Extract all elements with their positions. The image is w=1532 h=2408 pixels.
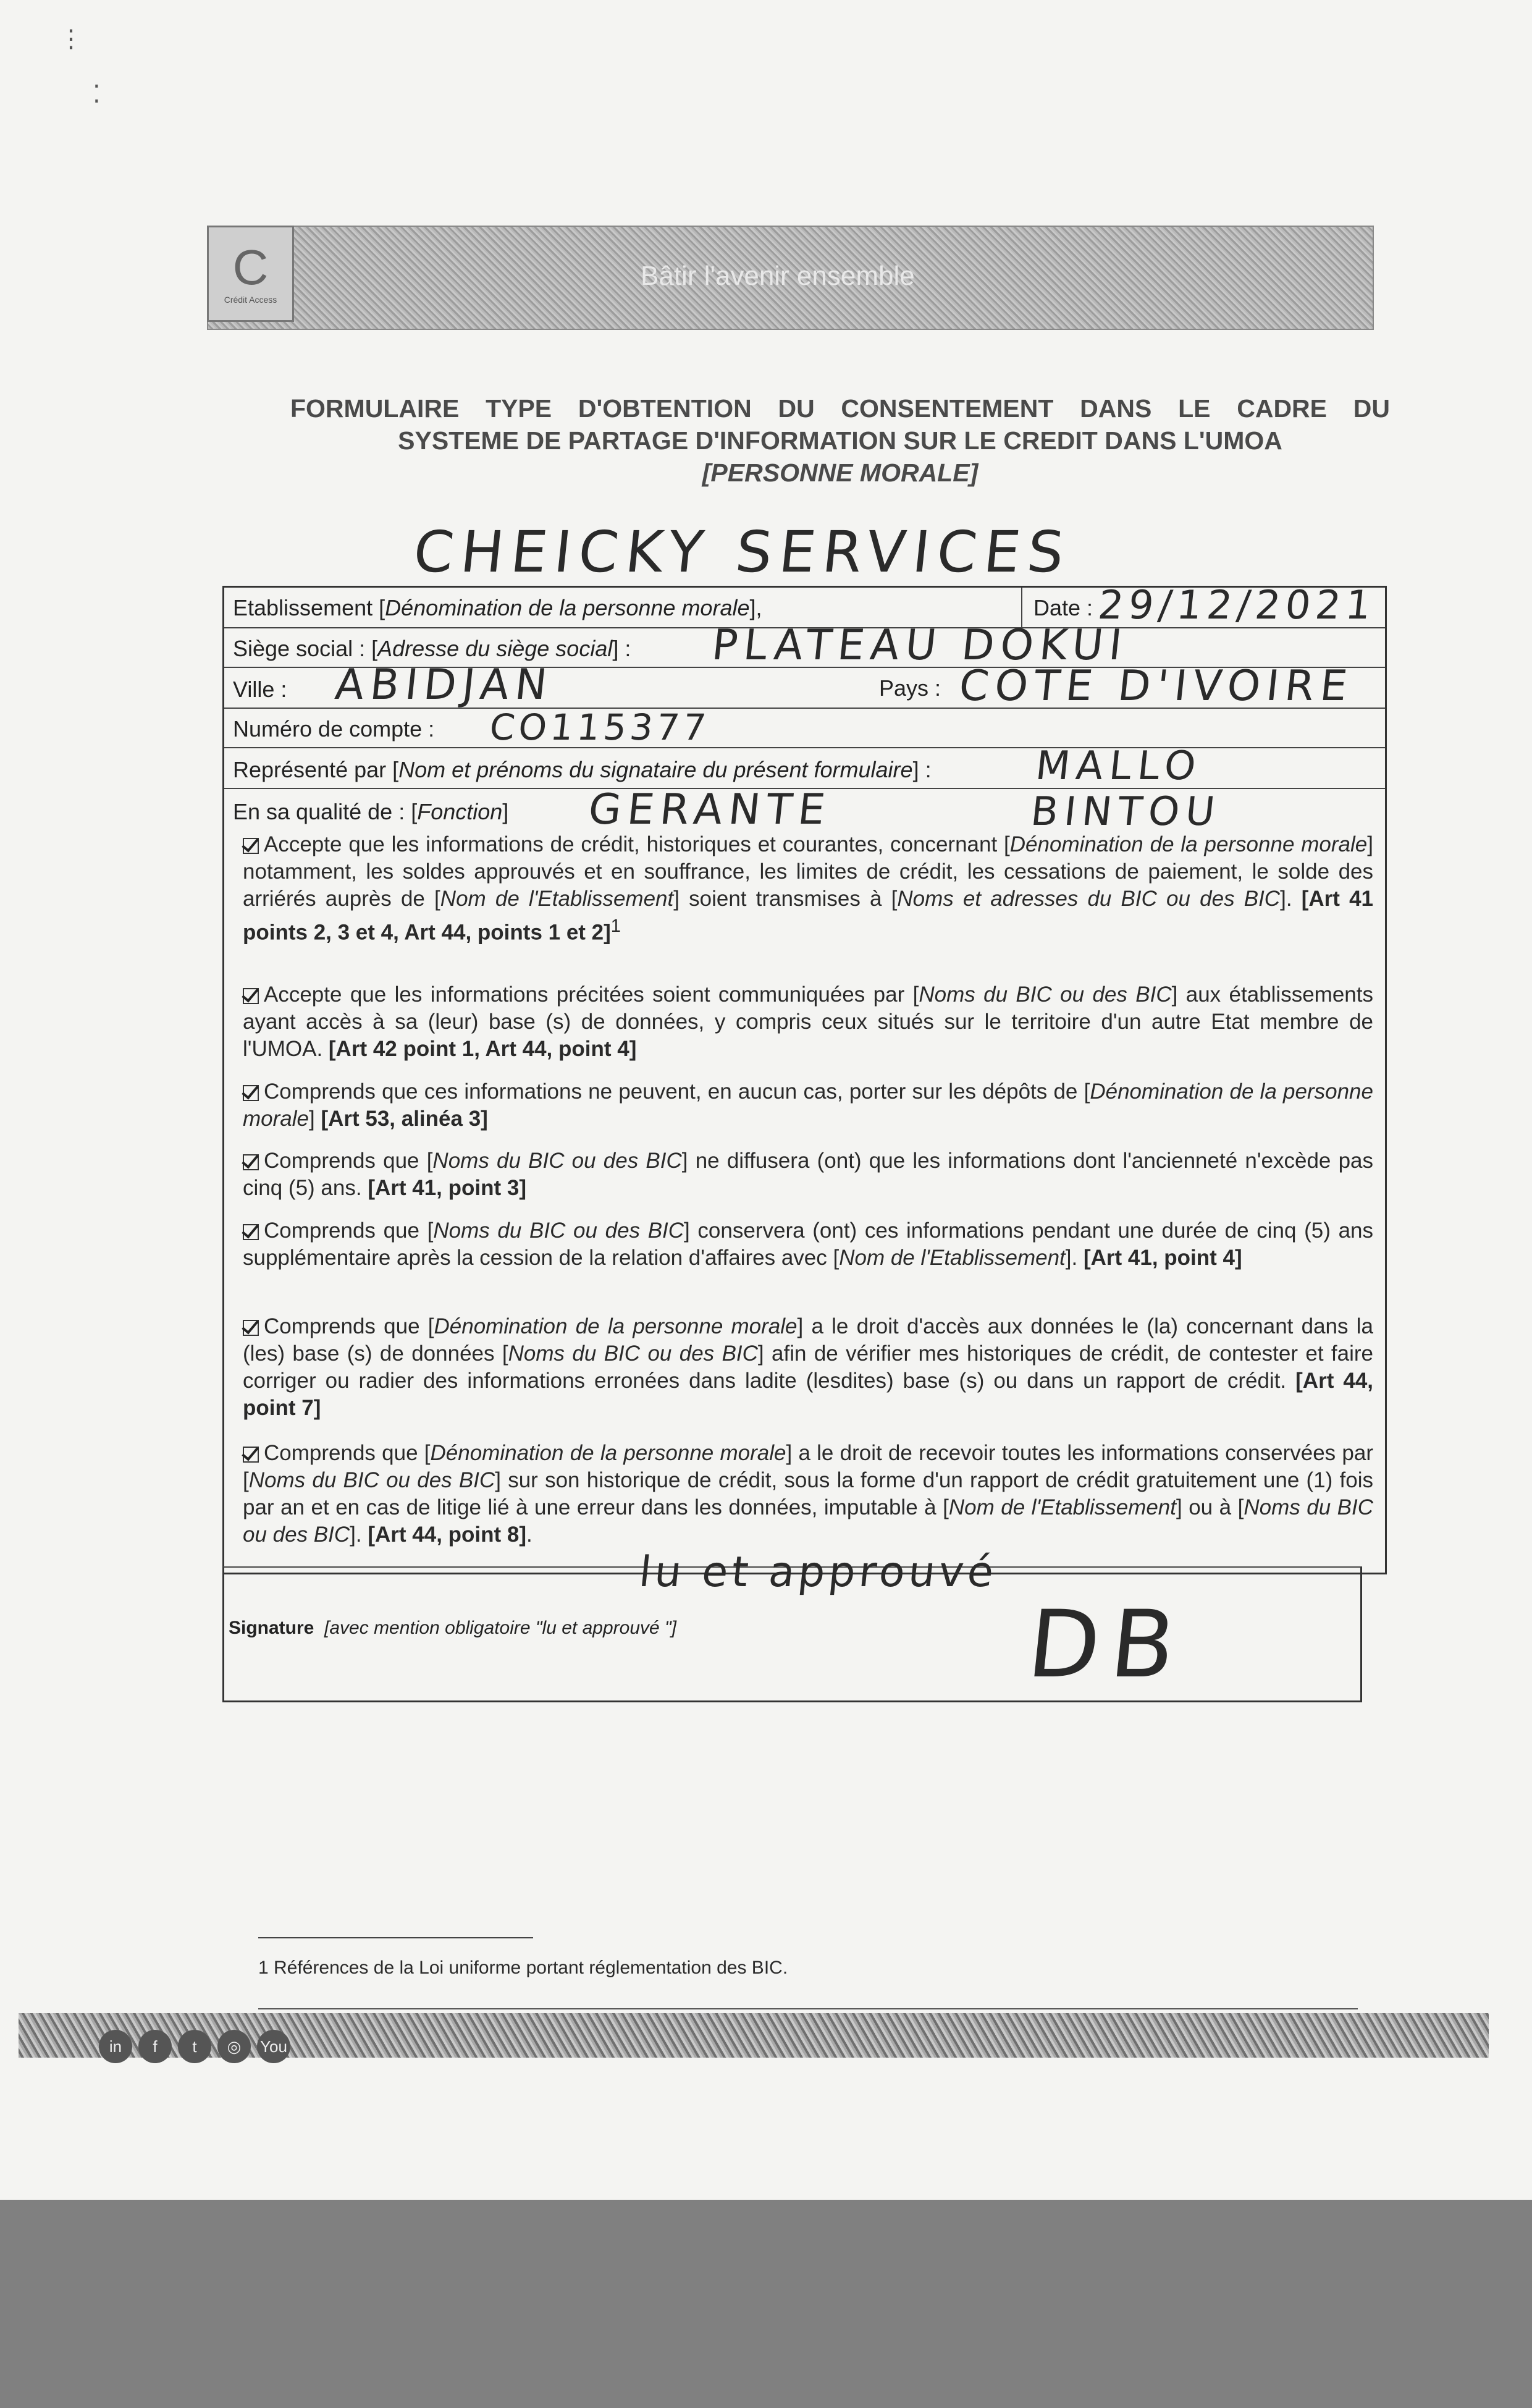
title-line-1: FORMULAIRE TYPE D'OBTENTION DU CONSENTEMENT DANS LE CADRE DU xyxy=(290,394,1390,423)
qualite-value[interactable]: GERANTE xyxy=(586,785,834,834)
clause-5: Comprends que [Noms du BIC ou des BIC] conservera (ont) ces informations pendant une durée de cinq (5) ans supplémentaire après la cession de la relation d'affaires avec [Nom de l'Etablissement]. [Art 41, point 4] xyxy=(243,1219,1374,1270)
linkedin-icon[interactable]: in xyxy=(99,2030,132,2063)
compte-value[interactable]: CO115377 xyxy=(487,706,712,748)
clause-3: Comprends que ces informations ne peuvent, en aucun cas, porter sur les dépôts de [Dénomination de la personne morale] [Art 53, alinéa 3] xyxy=(243,1079,1373,1131)
company-logo xyxy=(207,226,294,322)
company-name-handwritten: CHEICKY SERVICES xyxy=(410,519,1075,585)
checkbox-clause-5[interactable] xyxy=(243,1224,259,1240)
title-line-2: SYSTEME DE PARTAGE D'INFORMATION SUR LE CREDIT DANS L'UMOA xyxy=(398,426,1282,455)
header-slogan: Bâtir l'avenir ensemble xyxy=(641,261,915,291)
clause-1: Accepte que les informations de crédit, historiques et courantes, concernant [Dénomination de la personne morale] notamment, les soldes approuvés et en souffrance, les limites de crédit, les cessations de paiement, le solde des arriérés auprès de [Nom de l'Etablissement] soient transmises à [Noms et adresses du BIC ou des BIC]. [Art 41 points 2, 3 et 4, Art 44, points 1 et 2]$^1$ xyxy=(243,832,1373,945)
compte-label: Numéro de compte : xyxy=(233,716,435,741)
clause-2: Accepte que les informations précitées soient communiquées par [Noms du BIC ou des BIC] aux établissements ayant accès à sa (leur) base (s) de données, y compris ceux situés sur le territoire d'un autre Etat membre de l'UMOA. [Art 42 point 1, Art 44, point 4] xyxy=(243,982,1373,1061)
clause-6: Comprends que [Dénomination de la personne morale] a le droit d'accès aux données le (la) concernant dans la (les) base (s) de données [Noms du BIC ou des BIC] afin de vérifier mes historiques de crédit, de contester et faire corriger ou radier des informations erronées dans ladite (lesdites) base (s) ou dans un rapport de crédit. [Art 44, point 7] xyxy=(243,1314,1374,1420)
row-ville-pays xyxy=(224,661,1385,711)
siege-label: Siège social : [Adresse du siège social] : xyxy=(233,636,631,661)
date-value[interactable]: 29/12/2021 xyxy=(1096,583,1378,628)
checkbox-clause-4[interactable] xyxy=(243,1154,259,1170)
scan-speckle: ⁚ xyxy=(93,81,101,108)
footnote-divider xyxy=(258,1937,533,1938)
clause-7: Comprends que [Dénomination de la personne morale] a le droit de recevoir toutes les informations conservées par [Noms du BIC ou des BIC] sur son historique de crédit, sous la forme d'un rapport de crédit gratuitement une (1) fois par an et en cas de litige lié à une erreur dans les données, imputable à [Nom de l'Etablissement] ou à [Noms du BIC ou des BIC]. [Art 44, point 8]. xyxy=(243,1441,1374,1547)
social-icons xyxy=(99,2030,290,2063)
footer-divider xyxy=(258,2008,1358,2009)
represente-value[interactable]: MALLO BINTOU xyxy=(1029,743,1223,835)
pays-value[interactable]: COTE D'IVOIRE xyxy=(956,662,1356,711)
checkbox-clause-6[interactable] xyxy=(243,1320,259,1336)
instagram-icon[interactable]: ◎ xyxy=(217,2030,251,2063)
scan-speckle: ⋮ xyxy=(59,25,83,53)
facebook-icon[interactable]: f xyxy=(138,2030,172,2063)
ville-label: Ville : xyxy=(233,677,287,702)
checkbox-clause-7[interactable] xyxy=(243,1447,259,1463)
signature-initials: DB xyxy=(1022,1591,1192,1699)
qualite-label: En sa qualité de : [Fonction] xyxy=(233,799,509,824)
checkbox-clause-1[interactable] xyxy=(243,838,259,854)
date-label: Date : xyxy=(1033,595,1093,620)
etablissement-label: Etablissement [Dénomination de la personne morale], xyxy=(233,595,762,620)
ville-value[interactable]: ABIDJAN xyxy=(332,661,555,709)
logo-text: Crédit Access xyxy=(224,295,277,305)
title-line-3: [PERSONNE MORALE] xyxy=(702,458,979,487)
siege-value[interactable]: PLATEAU DOKUI xyxy=(709,621,1130,670)
lu-et-approuve-handwritten: lu et approuvé xyxy=(636,1548,1000,1597)
youtube-icon[interactable]: You xyxy=(257,2030,290,2063)
header-banner xyxy=(207,226,1374,330)
row-compte xyxy=(224,706,1385,748)
form-title xyxy=(290,392,1390,489)
logo-mark: C xyxy=(232,240,269,295)
checkbox-clause-3[interactable] xyxy=(243,1085,259,1101)
twitter-icon[interactable]: t xyxy=(178,2030,211,2063)
represente-label: Représenté par [Nom et prénoms du signataire du présent formulaire] : xyxy=(233,757,932,782)
clause-4: Comprends que [Noms du BIC ou des BIC] ne diffusera (ont) que les informations dont l'ancienneté n'excède pas cinq (5) ans. [Art 41, point 3] xyxy=(243,1149,1373,1200)
pays-label: Pays : xyxy=(879,675,941,701)
checkbox-clause-2[interactable] xyxy=(243,988,259,1004)
signature-label: Signature [avec mention obligatoire "lu et approuvé "] xyxy=(229,1618,677,1638)
footnote: 1 Références de la Loi uniforme portant réglementation des BIC. xyxy=(258,1958,788,1978)
